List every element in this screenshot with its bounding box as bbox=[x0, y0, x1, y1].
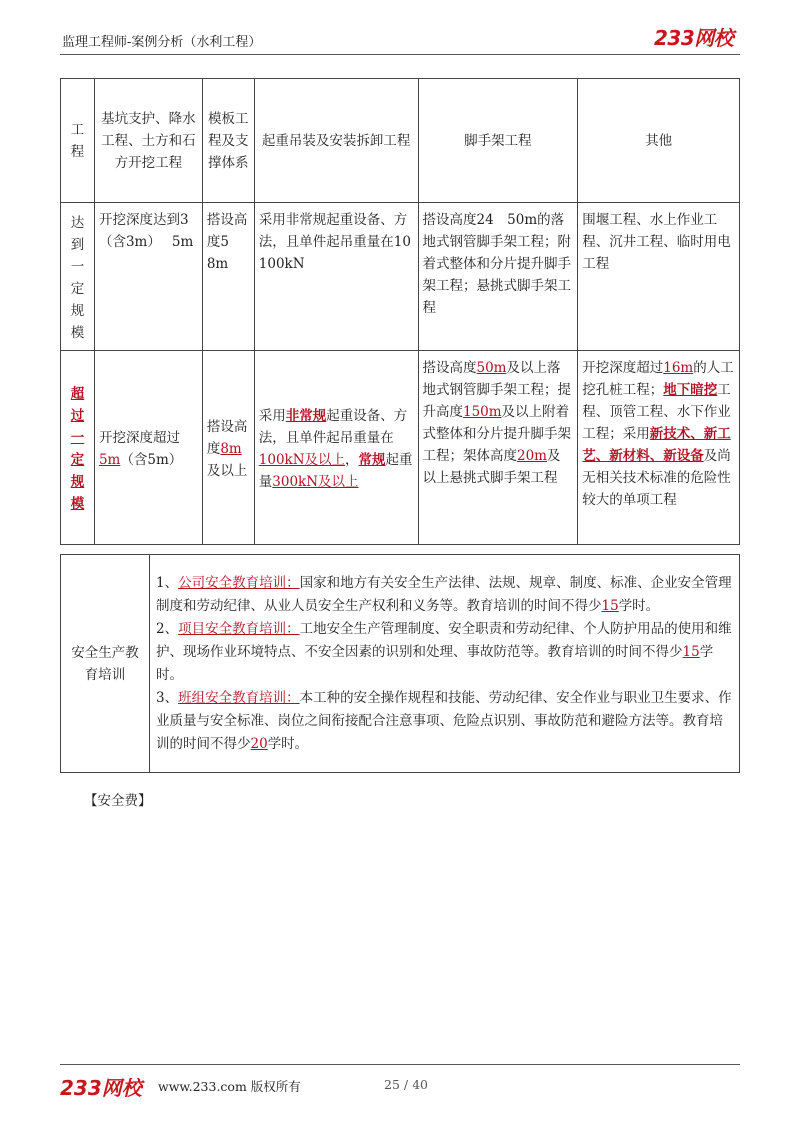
brand-logo[interactable]: 233网校 bbox=[654, 26, 734, 50]
training-item-team: 3、班组安全教育培训：本工种的安全操作规程和技能、劳动纪律、安全作业与职业卫生要求、作业质量与安全标准、岗位之间衔接配合注意事项、危险点识别、事故防范和避险方法等。教育培训的时间不得少20学时。 bbox=[156, 689, 732, 752]
row-label-scale: 达到一定规模 bbox=[61, 203, 95, 351]
cell-other-over: 开挖深度超过16m的人工挖孔桩工程；地下暗挖工程、顶管工程、水下作业工程；采用新技术、新工艺、新材料、新设备及尚无相关技术标准的危险性较大的单项工程 bbox=[578, 351, 740, 545]
training-content bbox=[150, 555, 740, 773]
cell-scaffold: 搭设高度24 50m的落地式钢管脚手架工程；附着式整体和分片提升脚手架工程；悬挑式脚手架工程 bbox=[418, 203, 578, 351]
training-label: 安全生产教育培训 bbox=[61, 555, 150, 773]
danger-project-table bbox=[60, 78, 740, 545]
header-scaffold: 脚手架工程 bbox=[418, 79, 578, 203]
cell-formwork-over: 搭设高度8m及以上 bbox=[202, 351, 254, 545]
header-formwork: 模板工程及支撑体系 bbox=[202, 79, 254, 203]
cell-formwork: 搭设高度5 8m bbox=[202, 203, 254, 351]
table-row-scale bbox=[61, 203, 740, 351]
training-item-project: 2、项目安全教育培训：工地安全生产管理制度、安全职责和劳动纪律、个人防护用品的使用和维护、现场作业环境特点、不安全因素的识别和处理、事故防范等。教育培训的时间不得少15学时。 bbox=[156, 620, 732, 683]
header-engineering: 工程 bbox=[61, 79, 95, 203]
footer-logo[interactable]: 233网校 bbox=[60, 1076, 142, 1100]
row-label-over-scale: 超过一定规模 bbox=[61, 351, 95, 545]
document-header-title: 监理工程师-案例分析（水利工程） bbox=[62, 35, 262, 50]
section-title-safety-fee: 【安全费】 bbox=[84, 793, 152, 809]
header-divider bbox=[60, 54, 740, 55]
cell-lifting-over: 采用非常规起重设备、方法，且单件起吊重量在100kN及以上，常规起重量300kN及以上 bbox=[254, 351, 418, 545]
table-header-row bbox=[61, 79, 740, 203]
header-excavation: 基坑支护、降水工程、土方和石方开挖工程 bbox=[94, 79, 202, 203]
cell-scaffold-over: 搭设高度50m及以上落地式钢管脚手架工程；提升高度150m及以上附着式整体和分片提升脚手架工程；架体高度20m及以上悬挑式脚手架工程 bbox=[418, 351, 578, 545]
cell-lifting: 采用非常规起重设备、方法，且单件起吊重量在10 100kN bbox=[254, 203, 418, 351]
table-row-over-scale bbox=[61, 351, 740, 545]
cell-excavation: 开挖深度达到3 （含3m） 5m bbox=[94, 203, 202, 351]
safety-training-table bbox=[60, 554, 740, 773]
training-item-company: 1、公司安全教育培训：国家和地方有关安全生产法律、法规、规章、制度、标准、企业安全管理制度和劳动纪律、从业人员安全生产权利和义务等。教育培训的时间不得少15学时。 bbox=[156, 574, 732, 614]
header-other: 其他 bbox=[578, 79, 740, 203]
cell-excavation-over: 开挖深度超过5m（含5m） bbox=[94, 351, 202, 545]
training-row bbox=[61, 555, 740, 773]
footer-copyright[interactable]: www.233.com 版权所有 bbox=[158, 1079, 301, 1094]
page-number: 25 / 40 bbox=[384, 1077, 428, 1092]
footer-divider bbox=[60, 1064, 740, 1065]
cell-other: 围堰工程、水上作业工程、沉井工程、临时用电工程 bbox=[578, 203, 740, 351]
header-lifting: 起重吊装及安装拆卸工程 bbox=[254, 79, 418, 203]
